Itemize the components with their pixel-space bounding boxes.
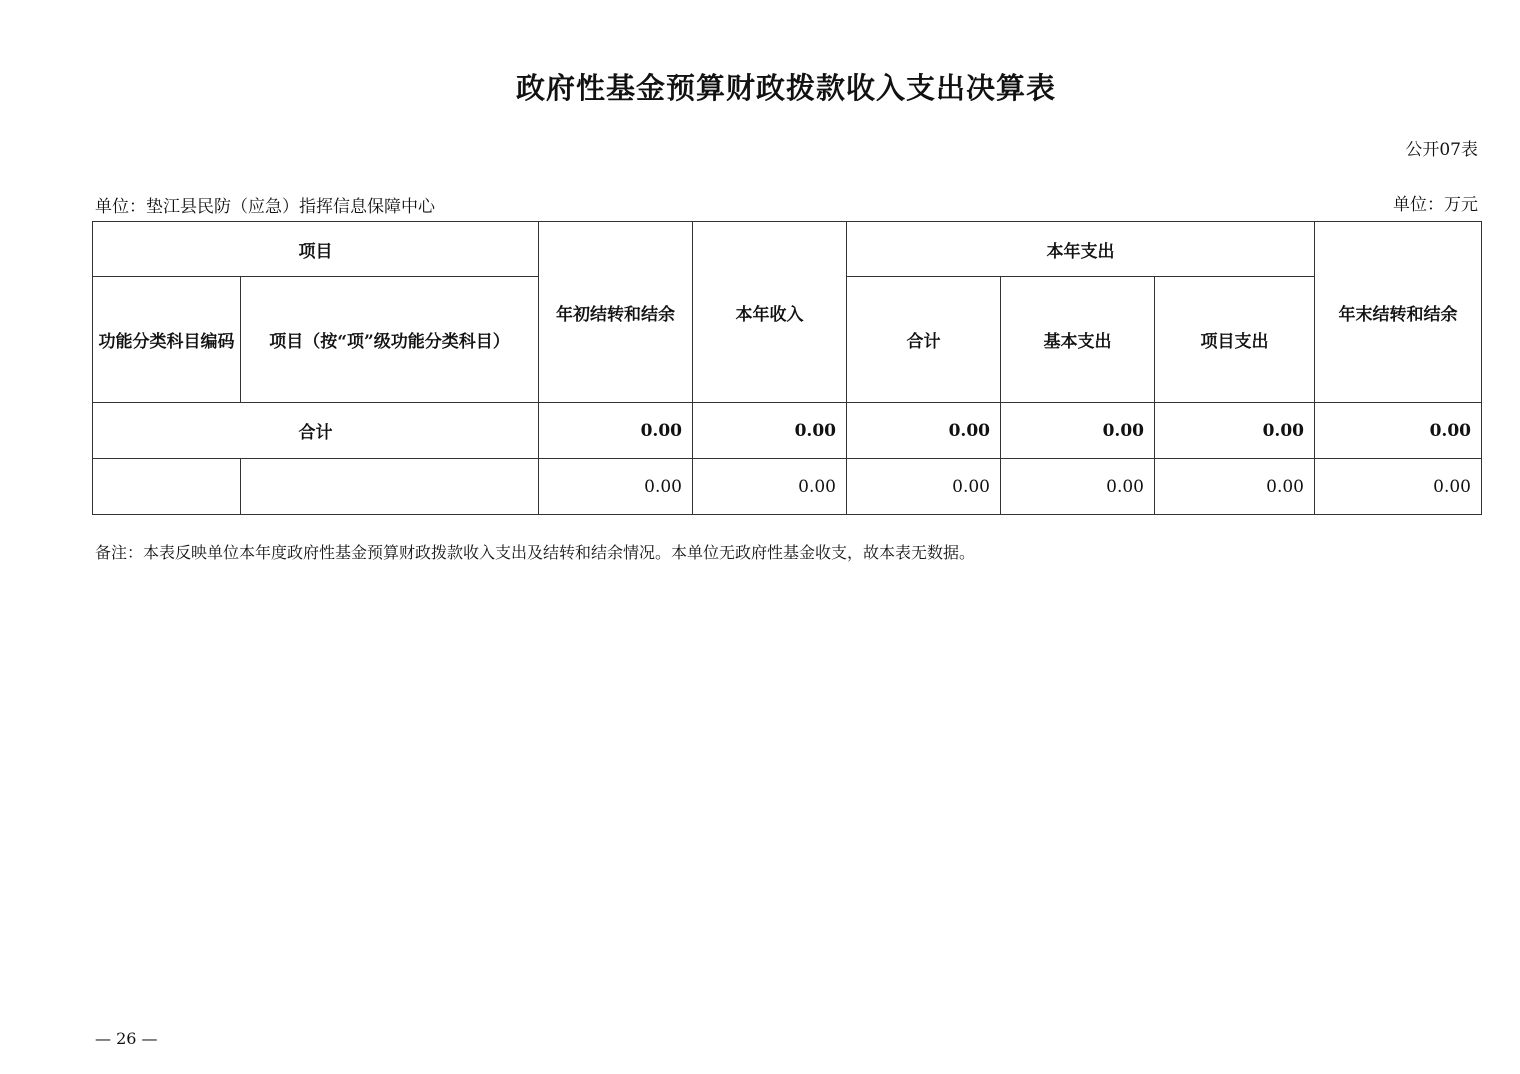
header-closing-balance: 年末结转和结余 bbox=[1315, 222, 1482, 403]
header-item-group: 项目 bbox=[93, 222, 539, 277]
page-title: 政府性基金预算财政拨款收入支出决算表 bbox=[515, 71, 1056, 105]
table-note: 备注：本表反映单位本年度政府性基金预算财政拨款收入支出及结转和结余情况。本单位无政府性基金收支，故本表无数据。 bbox=[95, 543, 976, 562]
total-income: 0.00 bbox=[693, 403, 847, 459]
row-item-name bbox=[241, 459, 539, 515]
row-closing-balance: 0.00 bbox=[1315, 459, 1482, 515]
total-expense-total: 0.00 bbox=[847, 403, 1001, 459]
row-expense-basic: 0.00 bbox=[1001, 459, 1155, 515]
row-opening-balance: 0.00 bbox=[539, 459, 693, 515]
header-code: 功能分类科目编码 bbox=[93, 277, 241, 403]
form-number: 公开07表 bbox=[1405, 140, 1478, 160]
header-expense-basic: 基本支出 bbox=[1001, 277, 1155, 403]
header-expense-project: 项目支出 bbox=[1155, 277, 1315, 403]
row-expense-total: 0.00 bbox=[847, 459, 1001, 515]
unit-name: 单位：垫江县民防（应急）指挥信息保障中心 bbox=[95, 197, 435, 217]
header-item-name: 项目（按“项”级功能分类科目） bbox=[241, 277, 539, 403]
total-expense-basic: 0.00 bbox=[1001, 403, 1155, 459]
row-expense-project: 0.00 bbox=[1155, 459, 1315, 515]
budget-table bbox=[92, 221, 1482, 515]
header-row-1 bbox=[93, 222, 1482, 277]
total-closing-balance: 0.00 bbox=[1315, 403, 1482, 459]
header-expense-total: 合计 bbox=[847, 277, 1001, 403]
currency-unit: 单位：万元 bbox=[1393, 195, 1478, 215]
header-income: 本年收入 bbox=[693, 222, 847, 403]
total-expense-project: 0.00 bbox=[1155, 403, 1315, 459]
page-number: — 26 — bbox=[95, 1029, 158, 1048]
header-opening-balance: 年初结转和结余 bbox=[539, 222, 693, 403]
total-opening-balance: 0.00 bbox=[539, 403, 693, 459]
row-code bbox=[93, 459, 241, 515]
row-income: 0.00 bbox=[693, 459, 847, 515]
header-expense-group: 本年支出 bbox=[847, 222, 1315, 277]
table-row bbox=[93, 459, 1482, 515]
total-row bbox=[93, 403, 1482, 459]
total-label: 合计 bbox=[93, 403, 539, 459]
